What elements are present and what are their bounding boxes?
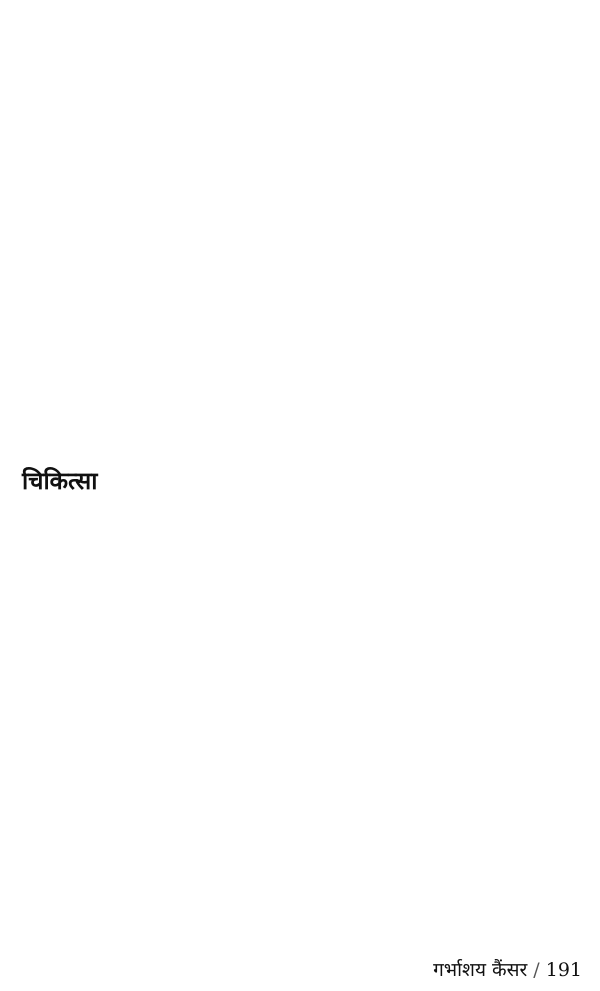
- footer-title: गर्भाशय कैंसर: [433, 959, 528, 981]
- page-number: 191: [545, 959, 582, 981]
- footer-separator: /: [533, 959, 540, 981]
- section-heading: चिकित्सा: [22, 466, 98, 495]
- page-footer: [433, 958, 582, 982]
